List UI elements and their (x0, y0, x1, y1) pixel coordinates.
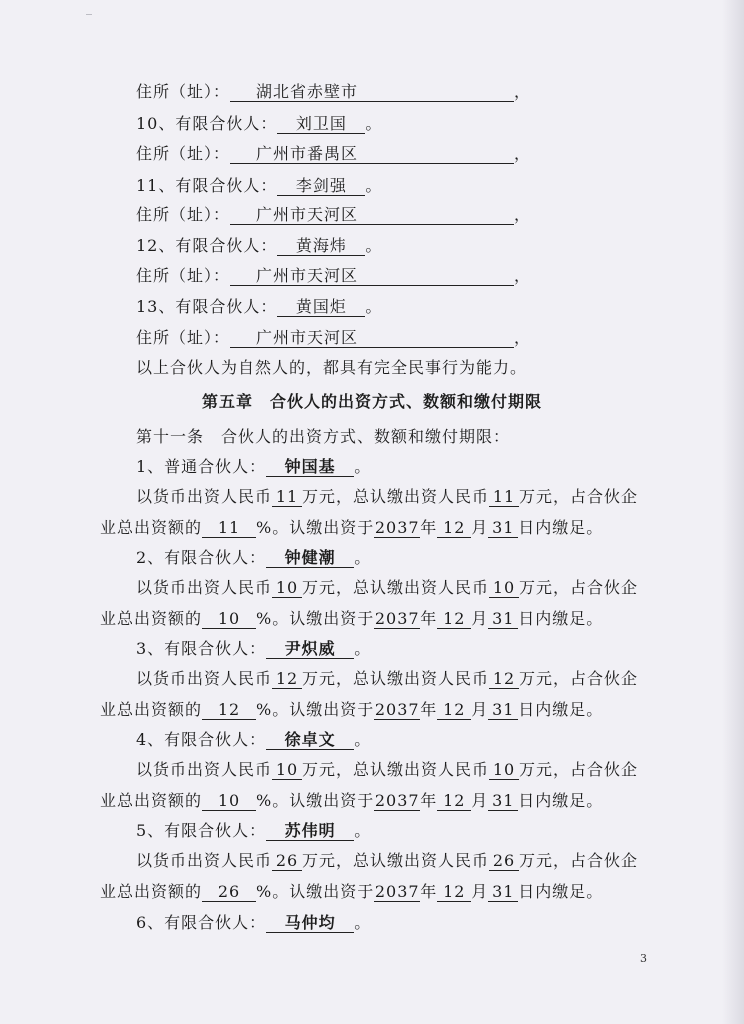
contribution-line (100, 700, 603, 720)
amount-value: 11 (272, 488, 302, 507)
text: 万元，总认缴出资人民币 (302, 760, 490, 779)
text: 万元，占合伙企 (519, 851, 639, 870)
year-value: 2037 (374, 882, 420, 901)
address-line (136, 328, 531, 348)
amount-value: 10 (272, 761, 302, 780)
address-value: 湖北省赤壁市 (230, 83, 514, 102)
partner-label: 13、有限合伙人： (136, 297, 278, 316)
punct: 。 (365, 176, 383, 195)
text: 万元，占合伙企 (519, 487, 639, 506)
address-value: 广州市天河区 (230, 267, 514, 286)
address-label: 住所（址）： (136, 82, 231, 101)
partner-label: 11、有限合伙人： (136, 176, 278, 195)
partner-line (136, 114, 382, 134)
partner-name: 尹炽威 (266, 640, 354, 659)
punct: 。 (365, 297, 383, 316)
text: 万元，总认缴出资人民币 (302, 578, 490, 597)
text: 年 (420, 609, 438, 628)
punct: 。 (354, 913, 372, 932)
day-value: 31 (488, 519, 518, 538)
text: %。认缴出资于 (256, 791, 375, 810)
month-value: 12 (437, 792, 471, 811)
text: 业总出资额的 (100, 609, 203, 628)
text: 万元，占合伙企 (519, 760, 639, 779)
chapter-title: 第五章 合伙人的出资方式、数额和缴付期限 (201, 392, 542, 411)
text: 日内缴足。 (518, 791, 604, 810)
address-value: 广州市天河区 (230, 329, 514, 348)
text: 万元，总认缴出资人民币 (302, 851, 490, 870)
text: 月 (471, 791, 489, 810)
year-value: 2037 (374, 791, 420, 810)
text: 以货币出资人民币 (136, 487, 273, 506)
partner-line (136, 297, 382, 317)
partner-label: 4、有限合伙人： (136, 730, 267, 749)
partner-name: 黄海炜 (277, 237, 365, 256)
punct: ， (514, 266, 532, 285)
partner-label: 5、有限合伙人： (136, 821, 267, 840)
text: 以货币出资人民币 (136, 851, 273, 870)
partner-line (136, 913, 371, 933)
text: 万元，总认缴出资人民币 (302, 487, 490, 506)
total-value: 26 (489, 852, 519, 871)
text: 业总出资额的 (100, 700, 203, 719)
text: 以货币出资人民币 (136, 669, 273, 688)
partner-name: 李剑强 (277, 177, 365, 196)
contribution-line (100, 518, 603, 538)
text: 月 (471, 700, 489, 719)
contribution-line (100, 609, 603, 629)
partner-line (136, 548, 371, 568)
scan-mark (86, 14, 92, 15)
contribution-line (100, 882, 603, 902)
total-value: 11 (489, 488, 519, 507)
total-value: 12 (489, 670, 519, 689)
address-label: 住所（址）： (136, 144, 231, 163)
text: 万元，总认缴出资人民币 (302, 669, 490, 688)
percent-value: 10 (202, 610, 256, 629)
contribution-line (136, 669, 638, 689)
total-value: 10 (489, 761, 519, 780)
contribution-line (136, 760, 638, 780)
partner-label: 1、普通合伙人： (136, 457, 267, 476)
text: 业总出资额的 (100, 882, 203, 901)
month-value: 12 (437, 519, 471, 538)
amount-value: 10 (272, 579, 302, 598)
year-value: 2037 (374, 518, 420, 537)
total-value: 10 (489, 579, 519, 598)
day-value: 31 (488, 792, 518, 811)
address-line (136, 266, 531, 286)
text: 月 (471, 609, 489, 628)
partner-line (136, 176, 382, 196)
partner-line (136, 236, 382, 256)
text: 月 (471, 882, 489, 901)
day-value: 31 (488, 701, 518, 720)
contribution-line (136, 578, 638, 598)
percent-value: 26 (202, 883, 256, 902)
partner-line (136, 639, 371, 659)
text: 年 (420, 700, 438, 719)
punct: ， (514, 205, 532, 224)
text: 万元，占合伙企 (519, 669, 639, 688)
partner-name: 徐卓文 (266, 731, 354, 750)
partner-label: 10、有限合伙人： (136, 114, 278, 133)
text: 业总出资额的 (100, 518, 203, 537)
punct: 。 (365, 114, 383, 133)
day-value: 31 (488, 610, 518, 629)
article-text: 第十一条 合伙人的出资方式、数额和缴付期限： (136, 427, 511, 446)
text: 年 (420, 518, 438, 537)
scan-edge-shadow (722, 0, 744, 1024)
partner-label: 12、有限合伙人： (136, 236, 278, 255)
punct: 。 (354, 548, 372, 567)
partner-name: 黄国炬 (277, 298, 365, 317)
partner-name: 钟健潮 (266, 549, 354, 568)
partner-label: 2、有限合伙人： (136, 548, 267, 567)
address-label: 住所（址）： (136, 328, 231, 347)
address-line (136, 144, 531, 164)
partner-name: 马仲均 (266, 914, 354, 933)
text: %。认缴出资于 (256, 609, 375, 628)
punct: ， (514, 144, 532, 163)
day-value: 31 (488, 883, 518, 902)
address-line (136, 82, 531, 102)
address-value: 广州市天河区 (230, 206, 514, 225)
text: %。认缴出资于 (256, 882, 375, 901)
text: %。认缴出资于 (256, 518, 375, 537)
text: 月 (471, 518, 489, 537)
address-value: 广州市番禺区 (230, 145, 514, 164)
partner-label: 6、有限合伙人： (136, 913, 267, 932)
punct: 。 (354, 457, 372, 476)
punct: ， (514, 82, 532, 101)
punct: 。 (365, 236, 383, 255)
partner-name: 苏伟明 (266, 822, 354, 841)
address-label: 住所（址）： (136, 205, 231, 224)
percent-value: 12 (202, 701, 256, 720)
amount-value: 26 (272, 852, 302, 871)
text: 年 (420, 791, 438, 810)
address-line (136, 205, 531, 225)
punct: 。 (354, 821, 372, 840)
address-label: 住所（址）： (136, 266, 231, 285)
partner-line (136, 821, 371, 841)
partner-name: 刘卫国 (277, 115, 365, 134)
text: 以货币出资人民币 (136, 578, 273, 597)
contribution-line (100, 791, 603, 811)
month-value: 12 (437, 610, 471, 629)
text: 日内缴足。 (518, 518, 604, 537)
partner-label: 3、有限合伙人： (136, 639, 267, 658)
text: %。认缴出资于 (256, 700, 375, 719)
month-value: 12 (437, 701, 471, 720)
text: 以货币出资人民币 (136, 760, 273, 779)
text: 业总出资额的 (100, 791, 203, 810)
text: 日内缴足。 (518, 882, 604, 901)
text: 万元，占合伙企 (519, 578, 639, 597)
partner-line (136, 457, 371, 477)
text: 年 (420, 882, 438, 901)
contribution-line (136, 851, 638, 871)
punct: 。 (354, 730, 372, 749)
month-value: 12 (437, 883, 471, 902)
punct: 。 (354, 639, 372, 658)
year-value: 2037 (374, 700, 420, 719)
year-value: 2037 (374, 609, 420, 628)
page-number: 3 (640, 952, 647, 965)
partner-line (136, 730, 371, 750)
percent-value: 11 (202, 519, 256, 538)
partner-name: 钟国基 (266, 458, 354, 477)
contribution-line (136, 487, 638, 507)
summary-text: 以上合伙人为自然人的，都具有完全民事行为能力。 (136, 358, 528, 377)
amount-value: 12 (272, 670, 302, 689)
percent-value: 10 (202, 792, 256, 811)
text: 日内缴足。 (518, 609, 604, 628)
text: 日内缴足。 (518, 700, 604, 719)
punct: ， (514, 328, 532, 347)
